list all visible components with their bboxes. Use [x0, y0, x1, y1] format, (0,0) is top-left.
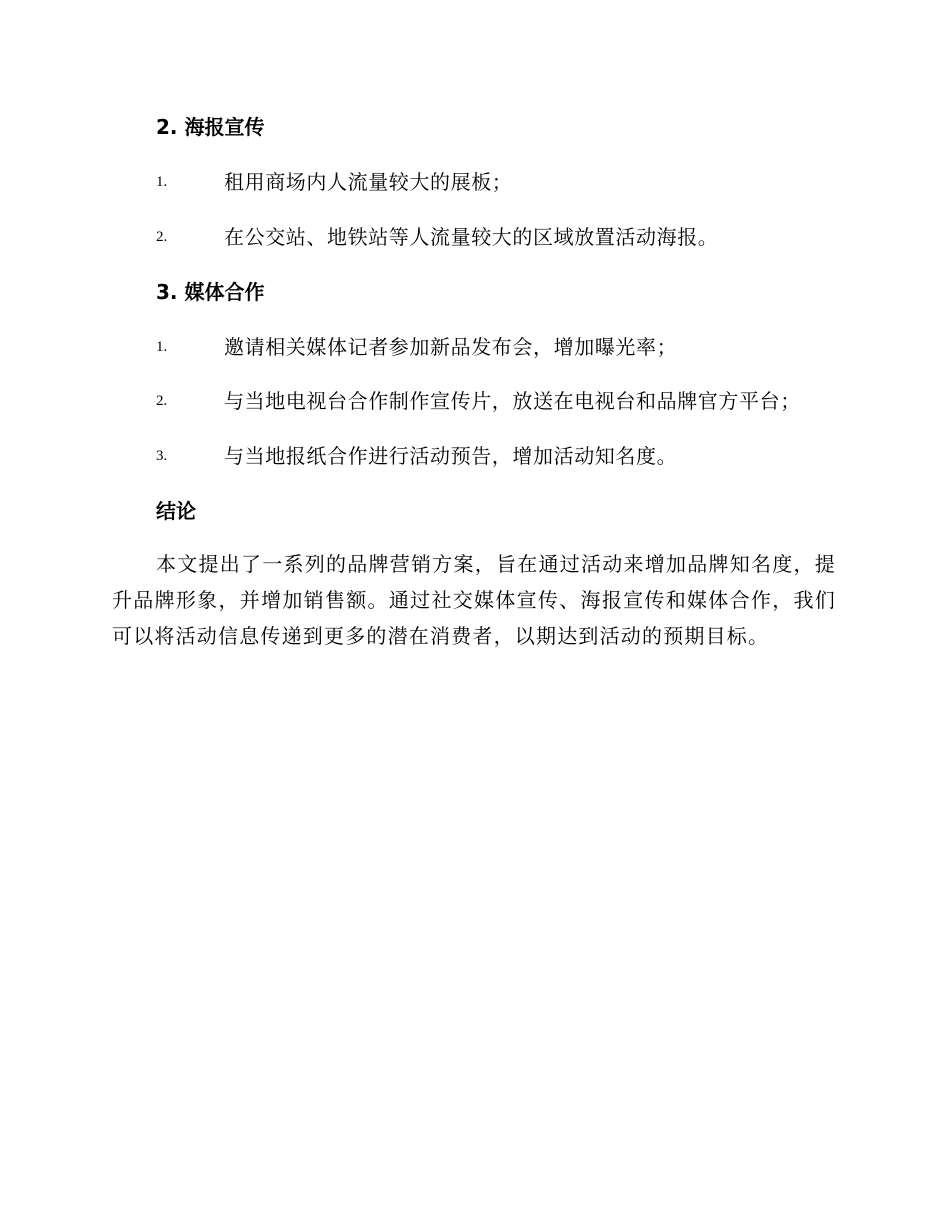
list-item-number: 1. [156, 339, 168, 355]
list-item-text: 租用商场内人流量较大的展板； [224, 170, 513, 194]
section-heading-media: 3. 媒体合作 [156, 280, 265, 304]
section-heading-poster: 2. 海报宣传 [156, 115, 265, 139]
list-item [156, 168, 856, 196]
list-item [156, 223, 856, 251]
list-item-text: 与当地报纸合作进行活动预告，增加活动知名度。 [224, 444, 678, 468]
list-item-number: 1. [156, 174, 168, 190]
list-item [156, 442, 856, 470]
list-item-text: 邀请相关媒体记者参加新品发布会，增加曝光率； [224, 335, 678, 359]
list-item [156, 387, 856, 415]
list-item-text: 在公交站、地铁站等人流量较大的区域放置活动海报。 [224, 225, 719, 249]
list-item [156, 333, 856, 361]
list-item-text: 与当地电视台合作制作宣传片，放送在电视台和品牌官方平台； [224, 389, 801, 413]
list-item-number: 3. [156, 448, 168, 464]
list-item-number: 2. [156, 393, 168, 409]
conclusion-heading: 结论 [156, 499, 196, 523]
conclusion-paragraph: 本文提出了一系列的品牌营销方案，旨在通过活动来增加品牌知名度，提升品牌形象，并增加销售额。通过社交媒体宣传、海报宣传和媒体合作，我们可以将活动信息传递到更多的潜在消费者，以期达到活动的预期目标。 [112, 552, 836, 648]
list-item-number: 2. [156, 229, 168, 245]
